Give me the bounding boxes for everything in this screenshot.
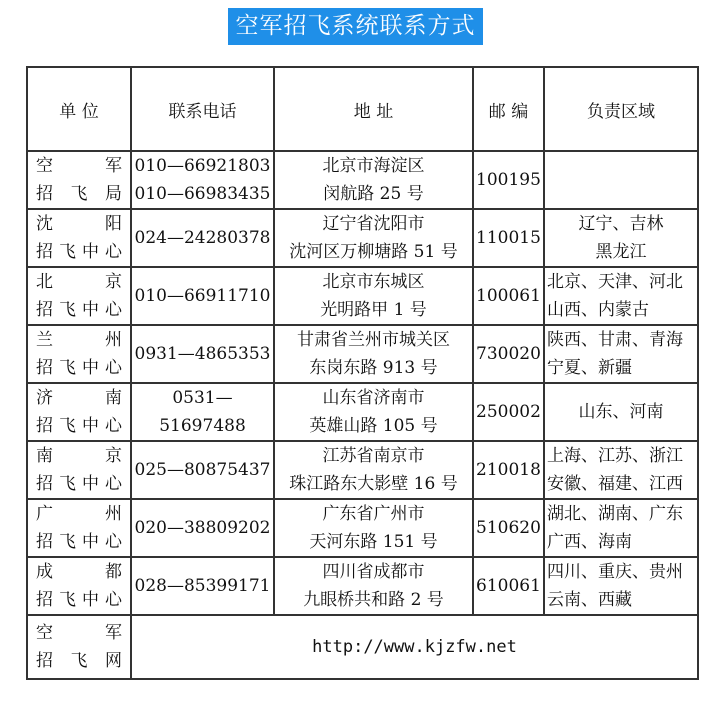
region-cell-line-1: 湖北、湖南、广东 xyxy=(547,504,683,524)
region-cell-line-2: 广西、海南 xyxy=(547,532,632,552)
phone-cell-line-1: 024—24280378 xyxy=(134,228,271,248)
region-cell-line-2: 云南、西藏 xyxy=(547,590,632,610)
region-cell xyxy=(544,383,698,441)
phone-cell xyxy=(131,441,274,499)
address-cell-line-2: 九眼桥共和路 2 号 xyxy=(303,590,444,610)
table-row xyxy=(27,325,698,383)
contact-table xyxy=(26,66,699,680)
table-row xyxy=(27,557,698,615)
address-cell xyxy=(274,499,473,557)
unit-cell-line-1: 兰 州 xyxy=(36,330,122,350)
header-zip: 邮 编 xyxy=(473,67,544,151)
phone-cell-line-1: 010—66911710 xyxy=(134,286,271,306)
unit-cell-line-2: 招 飞 局 xyxy=(36,184,122,204)
address-cell xyxy=(274,383,473,441)
website-url-cell xyxy=(131,615,698,679)
phone-cell-line-1: 025—80875437 xyxy=(134,460,271,480)
header-address: 地 址 xyxy=(274,67,473,151)
region-cell xyxy=(544,325,698,383)
unit-cell-line-1: 空 军 xyxy=(36,623,122,643)
phone-cell xyxy=(131,151,274,209)
zip-cell xyxy=(473,325,544,383)
address-cell-line-1: 江苏省南京市 xyxy=(322,446,425,466)
unit-cell xyxy=(27,499,131,557)
phone-cell xyxy=(131,499,274,557)
unit-cell xyxy=(27,441,131,499)
phone-cell-line-1: 028—85399171 xyxy=(134,576,271,596)
document-title: 空军招飞系统联系方式 xyxy=(228,8,483,45)
zip-cell xyxy=(473,267,544,325)
table-header-row xyxy=(27,67,698,151)
unit-cell-line-2: 招飞中心 xyxy=(36,474,122,494)
unit-cell-line-2: 招飞中心 xyxy=(36,416,122,436)
address-cell-line-2: 光明路甲 1 号 xyxy=(320,300,427,320)
address-cell-line-1: 辽宁省沈阳市 xyxy=(322,214,425,234)
region-cell-line-1: 辽宁、吉林 xyxy=(578,214,664,234)
table-row xyxy=(27,151,698,209)
unit-cell xyxy=(27,557,131,615)
zip-cell xyxy=(473,209,544,267)
zip-cell xyxy=(473,557,544,615)
header-unit: 单 位 xyxy=(27,67,131,151)
unit-cell-line-2: 招 飞 网 xyxy=(36,651,122,671)
zip-cell xyxy=(473,499,544,557)
address-cell xyxy=(274,441,473,499)
phone-cell-line-1: 0931—4865353 xyxy=(134,344,271,364)
table-row xyxy=(27,209,698,267)
zip-cell-line-1: 610061 xyxy=(476,576,541,596)
table-row xyxy=(27,499,698,557)
address-cell xyxy=(274,151,473,209)
zip-cell xyxy=(473,151,544,209)
unit-cell-line-1: 济 南 xyxy=(36,388,122,408)
zip-cell-line-1: 730020 xyxy=(476,344,541,364)
address-cell xyxy=(274,325,473,383)
region-cell xyxy=(544,209,698,267)
zip-cell xyxy=(473,441,544,499)
phone-cell-line-2: 010—66983435 xyxy=(134,184,271,204)
zip-cell-line-1: 510620 xyxy=(476,518,541,538)
region-cell xyxy=(544,557,698,615)
phone-cell-line-1: 010—66921803 xyxy=(134,156,271,176)
region-cell-line-1: 北京、天津、河北 xyxy=(547,272,683,292)
address-cell-line-2: 珠江路东大影壁 16 号 xyxy=(289,474,458,494)
unit-cell-line-1: 南 京 xyxy=(36,446,122,466)
region-cell-line-2: 山西、内蒙古 xyxy=(547,300,649,320)
unit-cell xyxy=(27,325,131,383)
region-cell-line-1: 陕西、甘肃、青海 xyxy=(547,330,683,350)
address-cell-line-2: 沈河区万柳塘路 51 号 xyxy=(289,242,458,262)
address-cell-line-1: 北京市海淀区 xyxy=(322,156,425,176)
unit-cell-line-2: 招飞中心 xyxy=(36,300,122,320)
address-cell-line-2: 天河东路 151 号 xyxy=(309,532,438,552)
unit-cell-line-1: 沈 阳 xyxy=(36,214,122,234)
address-cell-line-1: 广东省广州市 xyxy=(322,504,425,524)
unit-cell xyxy=(27,151,131,209)
unit-cell-line-2: 招飞中心 xyxy=(36,590,122,610)
address-cell-line-2: 英雄山路 105 号 xyxy=(309,416,438,436)
unit-cell xyxy=(27,615,131,679)
phone-cell xyxy=(131,383,274,441)
region-cell xyxy=(544,499,698,557)
address-cell-line-1: 山东省济南市 xyxy=(322,388,425,408)
region-cell-line-2: 安徽、福建、江西 xyxy=(547,474,683,494)
phone-cell-line-1: 0531—51697488 xyxy=(159,388,246,436)
address-cell xyxy=(274,209,473,267)
region-cell-line-1: 四川、重庆、贵州 xyxy=(547,562,683,582)
address-cell-line-1: 四川省成都市 xyxy=(322,562,425,582)
table-row xyxy=(27,383,698,441)
zip-cell-line-1: 110015 xyxy=(476,228,541,248)
unit-cell-line-2: 招飞中心 xyxy=(36,242,122,262)
region-cell xyxy=(544,441,698,499)
unit-cell xyxy=(27,209,131,267)
unit-cell-line-1: 空 军 xyxy=(36,156,122,176)
header-region: 负责区域 xyxy=(544,67,698,151)
unit-cell-line-1: 北 京 xyxy=(36,272,122,292)
zip-cell-line-1: 100195 xyxy=(476,170,541,190)
region-cell-line-2: 宁夏、新疆 xyxy=(547,358,632,378)
website-row xyxy=(27,615,698,679)
zip-cell-line-1: 100061 xyxy=(476,286,541,306)
address-cell-line-1: 北京市东城区 xyxy=(322,272,425,292)
address-cell-line-2: 闵航路 25 号 xyxy=(323,184,424,204)
unit-cell-line-1: 广 州 xyxy=(36,504,122,524)
header-phone: 联系电话 xyxy=(131,67,274,151)
address-cell-line-2: 东岗东路 913 号 xyxy=(309,358,438,378)
zip-cell xyxy=(473,383,544,441)
phone-cell xyxy=(131,209,274,267)
phone-cell-line-1: 020—38809202 xyxy=(134,518,271,538)
phone-cell xyxy=(131,267,274,325)
address-cell xyxy=(274,267,473,325)
region-cell xyxy=(544,267,698,325)
unit-cell xyxy=(27,383,131,441)
unit-cell-line-2: 招飞中心 xyxy=(36,532,122,552)
zip-cell-line-1: 250002 xyxy=(476,402,541,422)
region-cell xyxy=(544,151,698,209)
table-row xyxy=(27,267,698,325)
region-cell-line-2: 黑龙江 xyxy=(595,242,647,262)
table-row xyxy=(27,441,698,499)
unit-cell-line-2: 招飞中心 xyxy=(36,358,122,378)
region-cell-line-1: 上海、江苏、浙江 xyxy=(547,446,683,466)
unit-cell xyxy=(27,267,131,325)
region-cell-line-1: 山东、河南 xyxy=(578,402,664,422)
zip-cell-line-1: 210018 xyxy=(476,460,541,480)
unit-cell-line-1: 成 都 xyxy=(36,562,122,582)
address-cell xyxy=(274,557,473,615)
phone-cell xyxy=(131,325,274,383)
address-cell-line-1: 甘肃省兰州市城关区 xyxy=(297,330,450,350)
website-link[interactable]: http://www.kjzfw.net xyxy=(312,637,517,657)
phone-cell xyxy=(131,557,274,615)
